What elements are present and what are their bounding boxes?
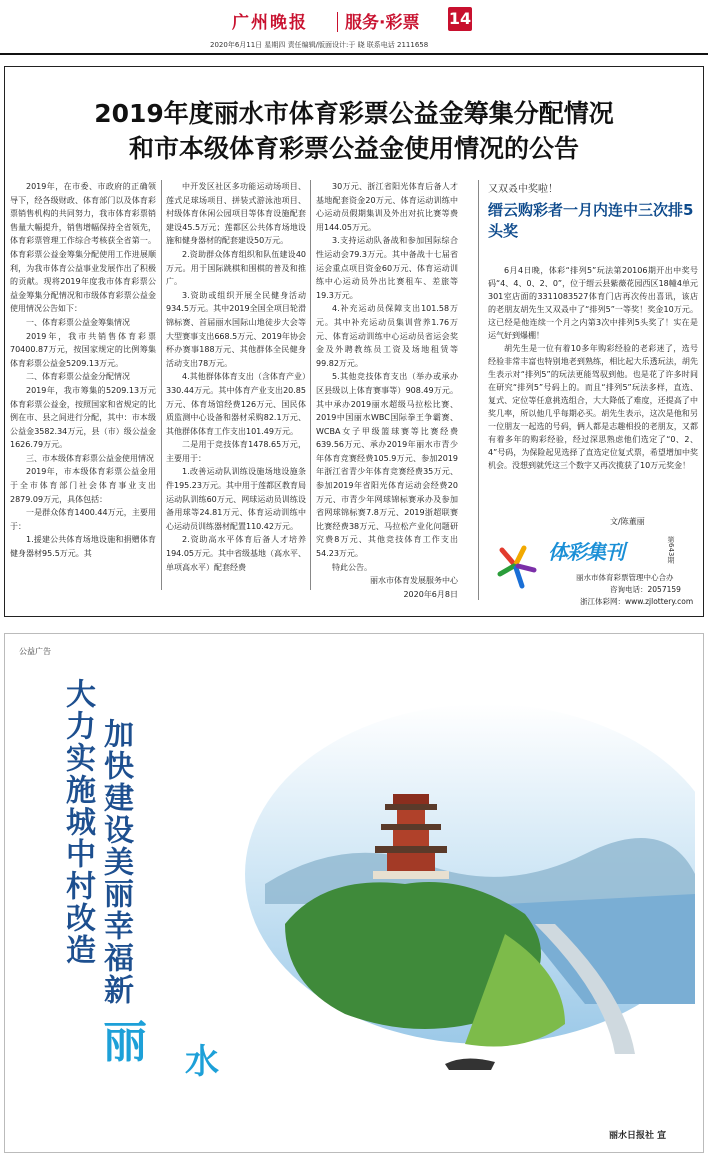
paragraph: 30万元、浙江省阳光体育后备人才基地配套资金20万元、体育运动训练中心运动员假期集训及外出对抗比赛等费用144.05万元。 <box>316 182 458 232</box>
signature-org: 丽水市体育发展服务中心 <box>370 576 458 586</box>
paragraph: 三、市本级体育彩票公益金使用情况 <box>26 453 154 463</box>
city-landscape-image <box>205 674 695 1094</box>
paragraph: 2.资助高水平体育后备人才培养194.05万元。其中省级基地（高水平、单项高水平）配套经费 <box>166 535 306 572</box>
paragraph: 6月4日晚，体彩“排列5”玩法第20106期开出中奖号码“4、4、0、2、0”，位于缙云县紫薇花园西区18幢4单元301室店面的3311083527体育门店再次传出喜讯，该店的老朋友胡先生又双叒中了“排列5”一等奖！奖金10万元。这已经是他连续一个月之内第3次中排列5头奖了！实在是运气好到爆棚！ <box>488 266 698 340</box>
lottery-magazine-logo: 体彩集刊 <box>548 540 624 564</box>
notice-column-3 <box>316 180 458 601</box>
paragraph: 一是群众体育1400.44万元，主要用于： <box>10 508 156 531</box>
top-rule <box>0 53 708 55</box>
ad-credit: 丽水日报社 宣 <box>609 1131 667 1141</box>
paragraph: 2.资助群众体育组织和队伍建设40万元。用于国际跳棋和围棋的普及和推广。 <box>166 249 306 287</box>
public-service-ad <box>4 633 704 1153</box>
signature-date: 2020年6月8日 <box>403 589 458 599</box>
lottery-center-name: 丽水市体育彩票管理中心合办 <box>576 573 674 582</box>
ad-slogan-1: 大力实施城中村改造 <box>60 678 95 966</box>
sidebar-author: 文/陈董丽 <box>610 517 645 526</box>
headline-line-2: 和市本级体育彩票公益金使用情况的公告 <box>128 134 579 163</box>
lottery-center-phone: 咨询电话：2057159 <box>610 585 681 594</box>
issue-number: 第643期 <box>667 536 675 564</box>
paragraph: 5.其他竞技体育支出（举办或承办区县级以上体育赛事等）908.49万元。其中承办2019丽水超级马拉松比赛、2019中国丽水WBC国际拳王争霸赛、WCBA女子甲级篮球赛等比赛经费639.56万元、承办2019年丽水市青少年体育竞赛经费105.9万元、参加2019年浙江省青少年体育竞赛经费35万元、参加2019年省阳光体育运动会经费20万元、市青少年网球锦标赛承办及参加省网球锦标赛7.8万元、2019浙超联赛比赛经费38万元、马拉松产业化问题研究费8万元、其他竞技体育工作支出54.23万元。 <box>316 372 458 559</box>
paragraph: 3.支持运动队备战和参加国际综合性运动会79.3万元。其中备战十七届省运会重点项目资金60万元、体育运动训练中心运动员外出比赛租车、差旅等19.3万元。 <box>316 236 458 300</box>
notice-headline <box>0 96 708 166</box>
paragraph: 2019年，我市共销售体育彩票70400.87万元，按国家规定的比例筹集体育彩票公益金5209.13万元。 <box>10 331 156 368</box>
sidebar-divider <box>478 180 479 600</box>
paragraph: 4.其他群体体育支出（含体育产业）330.44万元。其中体育产业支出20.85万元、体育场馆经费126万元、国民体质监测中心设备和器材采购82.1万元、其他群体体育工作支出101.49万元。 <box>166 372 306 436</box>
lottery-center-website[interactable]: 浙江体彩网：www.zjlottery.com <box>580 597 694 606</box>
sidebar-body <box>488 264 698 472</box>
headline-line-1: 2019年度丽水市体育彩票公益金筹集分配情况 <box>94 99 614 128</box>
paragraph: 1.援建公共体育场地设施和捐赠体育健身器材95.5万元。其 <box>10 535 156 559</box>
notice-column-2 <box>166 180 306 574</box>
masthead-separator <box>337 12 338 32</box>
paragraph: 中开发区社区多功能运动场项目、莲式足球场项目、拼装式游泳池项目、村级体育休闲公园项目等体育设施配套建设45.5万元；莲都区公共体育场地设施和健身器材的配套建设50万元。 <box>166 182 306 246</box>
masthead <box>0 0 708 49</box>
ad-label: 公益广告 <box>19 647 51 656</box>
column-divider <box>310 180 311 590</box>
paragraph: 4.补充运动员保障支出101.58万元。其中补充运动员集训营养1.76万元、体育运动训练中心运动员省运会奖金及外聘教练员工资及场地租赁等99.82万元。 <box>316 304 458 368</box>
sidebar-headline: 缙云购彩者一月内连中三次排5头奖 <box>488 201 694 240</box>
paragraph: 一、体育彩票公益金筹集情况 <box>26 317 130 327</box>
notice-column-1 <box>10 180 156 561</box>
section-title: 服务·彩票 <box>345 13 420 33</box>
ad-slogan-2: 加快建设美丽幸福新 <box>98 718 133 1006</box>
paragraph: 2019年，我市筹集的5209.13万元体育彩票公益金，按照国家和省规定的比例在市、县之间进行分配，其中：市本级公益金3582.34万元，县（市）级公益金1626.79万元。 <box>10 385 156 450</box>
paragraph: 2019年，市本级体育彩票公益金用于全市体育部门社会体育事业支出2879.09万元，具体包括： <box>10 467 156 504</box>
paragraph: 二、体育彩票公益金分配情况 <box>26 372 130 382</box>
paragraph: 1.改善运动队训练设施场地设施条件195.23万元。其中用于莲都区教育局运动队训练60万元、网球运动员训练设备用球等24.81万元、体育运动训练中心运动员训练器材配置110.42万元。 <box>166 467 306 531</box>
newspaper-brand: 广州晚报 <box>232 13 308 33</box>
paragraph: 特此公告。 <box>332 562 372 572</box>
paragraph: 二是用于竞技体育1478.65万元，主要用于： <box>166 440 306 463</box>
paragraph: 2019年，在市委、市政府的正确领导下，经各级财政、体育部门以及体育彩票销售机构的共同努力，我市体育彩票销售量大幅提升，销售增幅保持全省领先，体育彩票管理工作综合考核获全省第一。体育彩票公益金筹集分配使用工作进展顺利，为我市体育公益事业发展作出了积极的贡献。现将2019年度我市体育彩票公益金筹集分配情况和市级体育彩票公益金使用情况公告如下： <box>10 182 156 314</box>
ad-city-char-2: 水 <box>185 1042 219 1082</box>
column-divider <box>161 180 162 590</box>
ad-city-char-1: 丽 <box>103 1017 147 1068</box>
sidebar-kicker: 又双叒中奖啦！ <box>488 184 558 195</box>
paragraph: 胡先生是一位有着10多年购彩经验的老彩迷了，选号经验非常丰富也特别地老到熟练，相比起大乐透玩法，胡先生表示对“排列5”的玩法更能驾驭到他。也是花了许多时间在研究“排列5”号码上的。而且“排列5”玩法多样，直选、复式、定位等任意挑选组合，大大降低了难度，还提高了中奖几率，所以他几乎每期必买。胡先生表示，这次是他和另一位朋友一起选的号码，俩人都是志趣相投的老朋友，又都有着多年的购彩经验，经过深思熟虑他们选定了“0、2、4”号码，为保险起见选择了直选定位复式票，希望增加中奖机会。没想到就凭这三个数字又再次揽获了10万元奖金！ <box>488 344 698 470</box>
issue-info-line: 2020年6月11日 星期四 责任编辑/版面设计:于 晓 联系电话 2111658 <box>210 41 429 49</box>
page-number-badge: 14 <box>448 7 472 31</box>
paragraph: 3.资助或组织开展全民健身活动934.5万元。其中2019全国全项目轮滑锦标赛、首届丽水国际山地徒步大会等大型赛事支出668.5万元、2019年协会杯办赛事188万元、其他群体全民健身活动支出78万元。 <box>166 290 306 368</box>
